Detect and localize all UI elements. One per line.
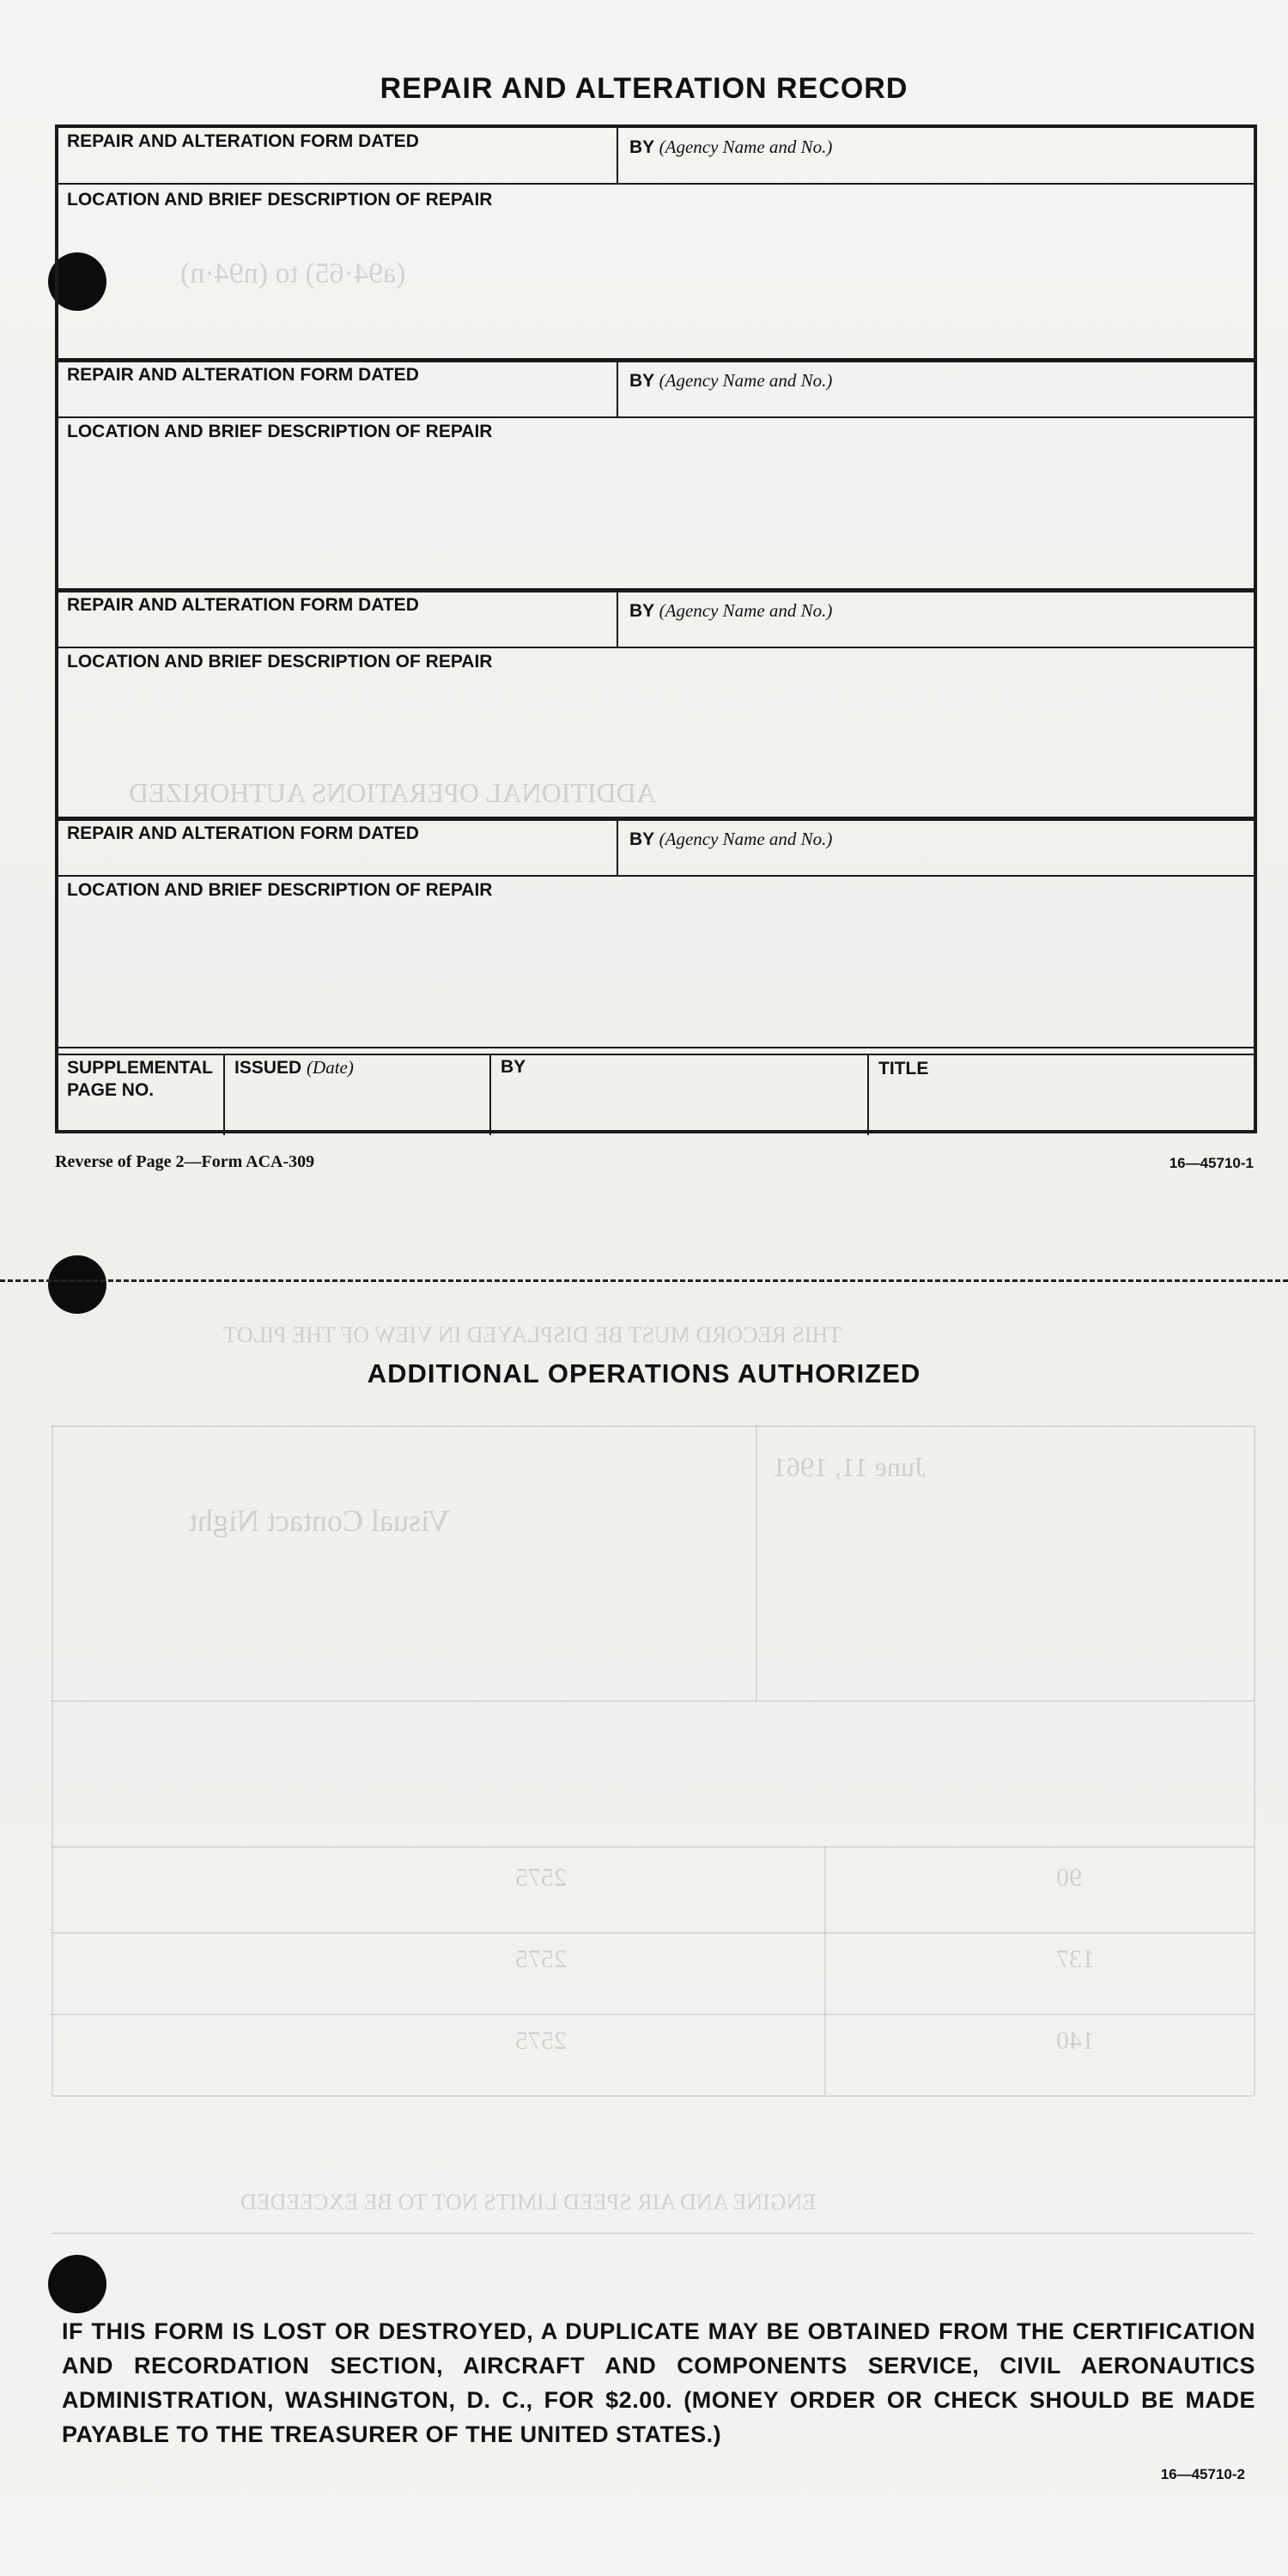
punch-hole-bottom	[48, 2255, 106, 2313]
location-label: LOCATION AND BRIEF DESCRIPTION OF REPAIR	[67, 880, 493, 900]
punch-hole-middle	[48, 1255, 106, 1314]
page-title: REPAIR AND ALTERATION RECORD	[380, 72, 908, 105]
form-dated-label: REPAIR AND ALTERATION FORM DATED	[67, 365, 419, 385]
bleed-through: 2575	[515, 1863, 567, 1892]
by-label: BY (Agency Name and No.)	[629, 370, 833, 391]
bleed-through: 90	[1056, 1863, 1082, 1892]
bleed-through: ENGINE AND AIR SPEED LIMITS NOT TO BE EXCEEDED	[240, 2190, 817, 2215]
issued-by-label: BY	[501, 1057, 526, 1077]
form-dated-label: REPAIR AND ALTERATION FORM DATED	[67, 595, 419, 615]
form-code-top: 16—45710-1	[1169, 1155, 1254, 1171]
form-code-bottom: 16—45710-2	[1160, 2466, 1245, 2482]
bleed-through: THIS RECORD MUST BE DISPLAYED IN VIEW OF THE PILOT	[223, 1322, 842, 1347]
location-label: LOCATION AND BRIEF DESCRIPTION OF REPAIR	[67, 652, 493, 671]
form-reference: Reverse of Page 2—Form ACA-309	[55, 1152, 315, 1171]
bleed-through: 2575	[515, 1945, 567, 1973]
supplemental-page-label: SUPPLEMENTAL PAGE NO.	[67, 1058, 213, 1100]
bleed-through: ADDITIONAL OPERATIONS AUTHORIZED	[129, 777, 656, 808]
by-label: BY (Agency Name and No.)	[629, 600, 833, 621]
form-dated-label: REPAIR AND ALTERATION FORM DATED	[67, 823, 419, 843]
title-label: TITLE	[878, 1059, 929, 1078]
bleed-through: June 11, 1961	[773, 1451, 926, 1482]
duplicate-notice: IF THIS FORM IS LOST OR DESTROYED, A DUPLICATE MAY BE OBTAINED FROM THE CERTIFICATION AND RECORDATION SECTION, AIRCRAFT AND COMPONENTS SERVICE, CIVIL AERONAUTICS ADMINISTRATION, WASHINGTON, D. C., FOR $2.00. (MONEY ORDER OR CHECK SHOULD BE MADE PAYABLE TO THE TREASURER OF THE UNITED STATES.)	[62, 2318, 1255, 2447]
bleed-through: Visual Contact Night	[189, 1504, 450, 1538]
bleed-through: 140	[1056, 2026, 1095, 2055]
location-label: LOCATION AND BRIEF DESCRIPTION OF REPAIR	[67, 422, 493, 441]
bleed-through: (a94·65) to (n94·n)	[180, 258, 406, 289]
form-dated-label: REPAIR AND ALTERATION FORM DATED	[67, 131, 419, 151]
by-label: BY (Agency Name and No.)	[629, 137, 833, 157]
bleed-through: 137	[1056, 1945, 1095, 1973]
by-label: BY (Agency Name and No.)	[629, 829, 833, 849]
perforation-line	[0, 1279, 1288, 1282]
issued-label: ISSUED (Date)	[234, 1057, 354, 1078]
repair-record-table	[55, 125, 1257, 1133]
additional-operations-title: ADDITIONAL OPERATIONS AUTHORIZED	[367, 1358, 921, 1388]
location-label: LOCATION AND BRIEF DESCRIPTION OF REPAIR	[67, 190, 493, 210]
bleed-through: 2575	[515, 2026, 567, 2055]
